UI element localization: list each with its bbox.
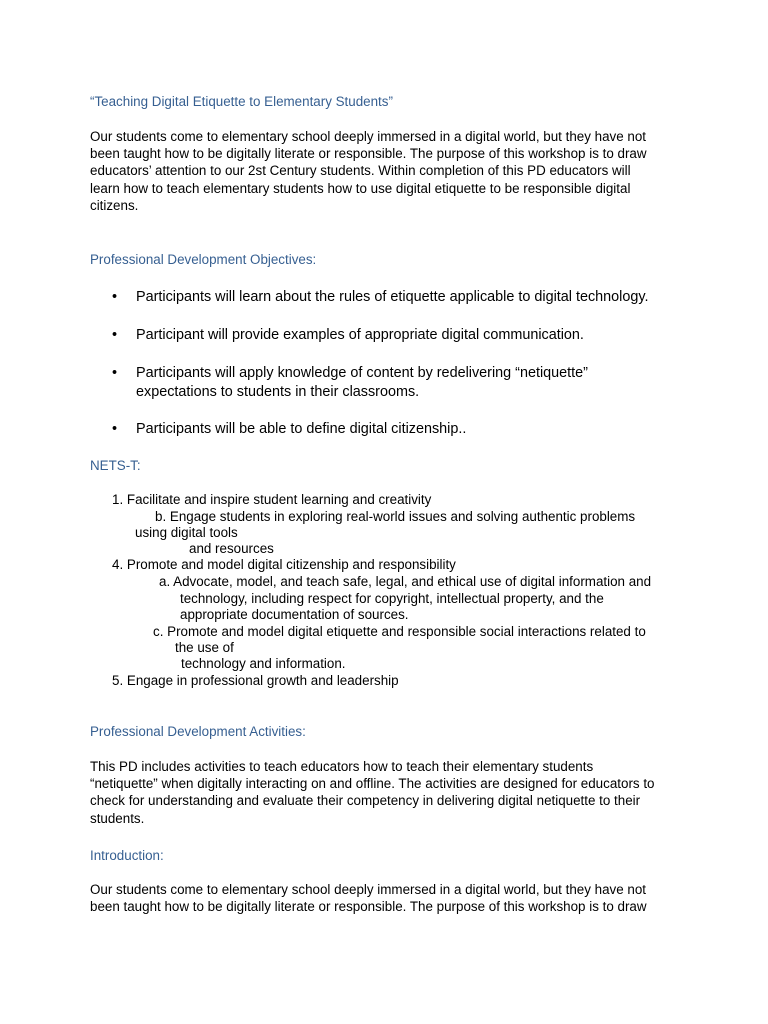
bullet-icon: • [112, 421, 118, 437]
nets-subitem-4c-cont: technology and information. [181, 656, 346, 671]
intro-paragraph: Our students come to elementary school deeply immersed in a digital world, but they have not been taught how to be digitally literate or responsible. The purpose of this workshop is to draw educators’ attention to our 2st Century students. Within completion of this PD educators will learn how to teach elementary students how to use digital etiquette to be responsible digital citizens. [90, 129, 647, 213]
bullet-icon: • [112, 365, 118, 381]
introduction-paragraph: Our students come to elementary school deeply immersed in a digital world, but they have not been taught how to be digitally literate or responsible. The purpose of this workshop is to draw [90, 882, 647, 915]
nets-heading: NETS-T: [90, 458, 141, 473]
nets-subitem-4a-cont: technology, including respect for copyright, intellectual property, and the [180, 591, 604, 606]
nets-subitem-4a: a. Advocate, model, and teach safe, legal, and ethical use of digital information and [159, 574, 652, 589]
nets-subitem-1b-cont: and resources [189, 541, 274, 556]
objective-text: Participants will apply knowledge of content by redelivering “netiquette” expectations to students in their classrooms. [136, 365, 588, 400]
bullet-icon: • [112, 327, 118, 343]
objective-text: Participants will be able to define digital citizenship.. [136, 421, 467, 437]
nets-item-1: 1. Facilitate and inspire student learning and creativity [112, 492, 432, 507]
activities-heading: Professional Development Activities: [90, 724, 306, 739]
nets-subitem-4a-cont: appropriate documentation of sources. [180, 607, 409, 622]
objective-text: Participants will learn about the rules of etiquette applicable to digital technology. [136, 289, 649, 305]
activities-paragraph: This PD includes activities to teach educators how to teach their elementary students “netiquette” when digitally interacting on and offline. The activities are designed for educators to check for understanding and evaluate their competency in delivering digital netiquette to their students. [90, 759, 655, 826]
objectives-heading: Professional Development Objectives: [90, 252, 317, 267]
nets-subitem-4c: c. Promote and model digital etiquette and responsible social interactions related to [153, 624, 646, 639]
nets-item-5: 5. Engage in professional growth and leadership [112, 673, 399, 688]
nets-subitem-4c-cont: the use of [175, 640, 234, 655]
bullet-icon: • [112, 289, 118, 305]
nets-item-4: 4. Promote and model digital citizenship and responsibility [112, 557, 456, 572]
nets-subitem-1b: b. Engage students in exploring real-world issues and solving authentic problems [155, 509, 636, 524]
document-title: “Teaching Digital Etiquette to Elementary Students” [90, 94, 393, 109]
objective-text: Participant will provide examples of appropriate digital communication. [136, 327, 584, 343]
nets-subitem-1b-cont: using digital tools [135, 525, 238, 540]
introduction-heading: Introduction: [90, 848, 164, 863]
